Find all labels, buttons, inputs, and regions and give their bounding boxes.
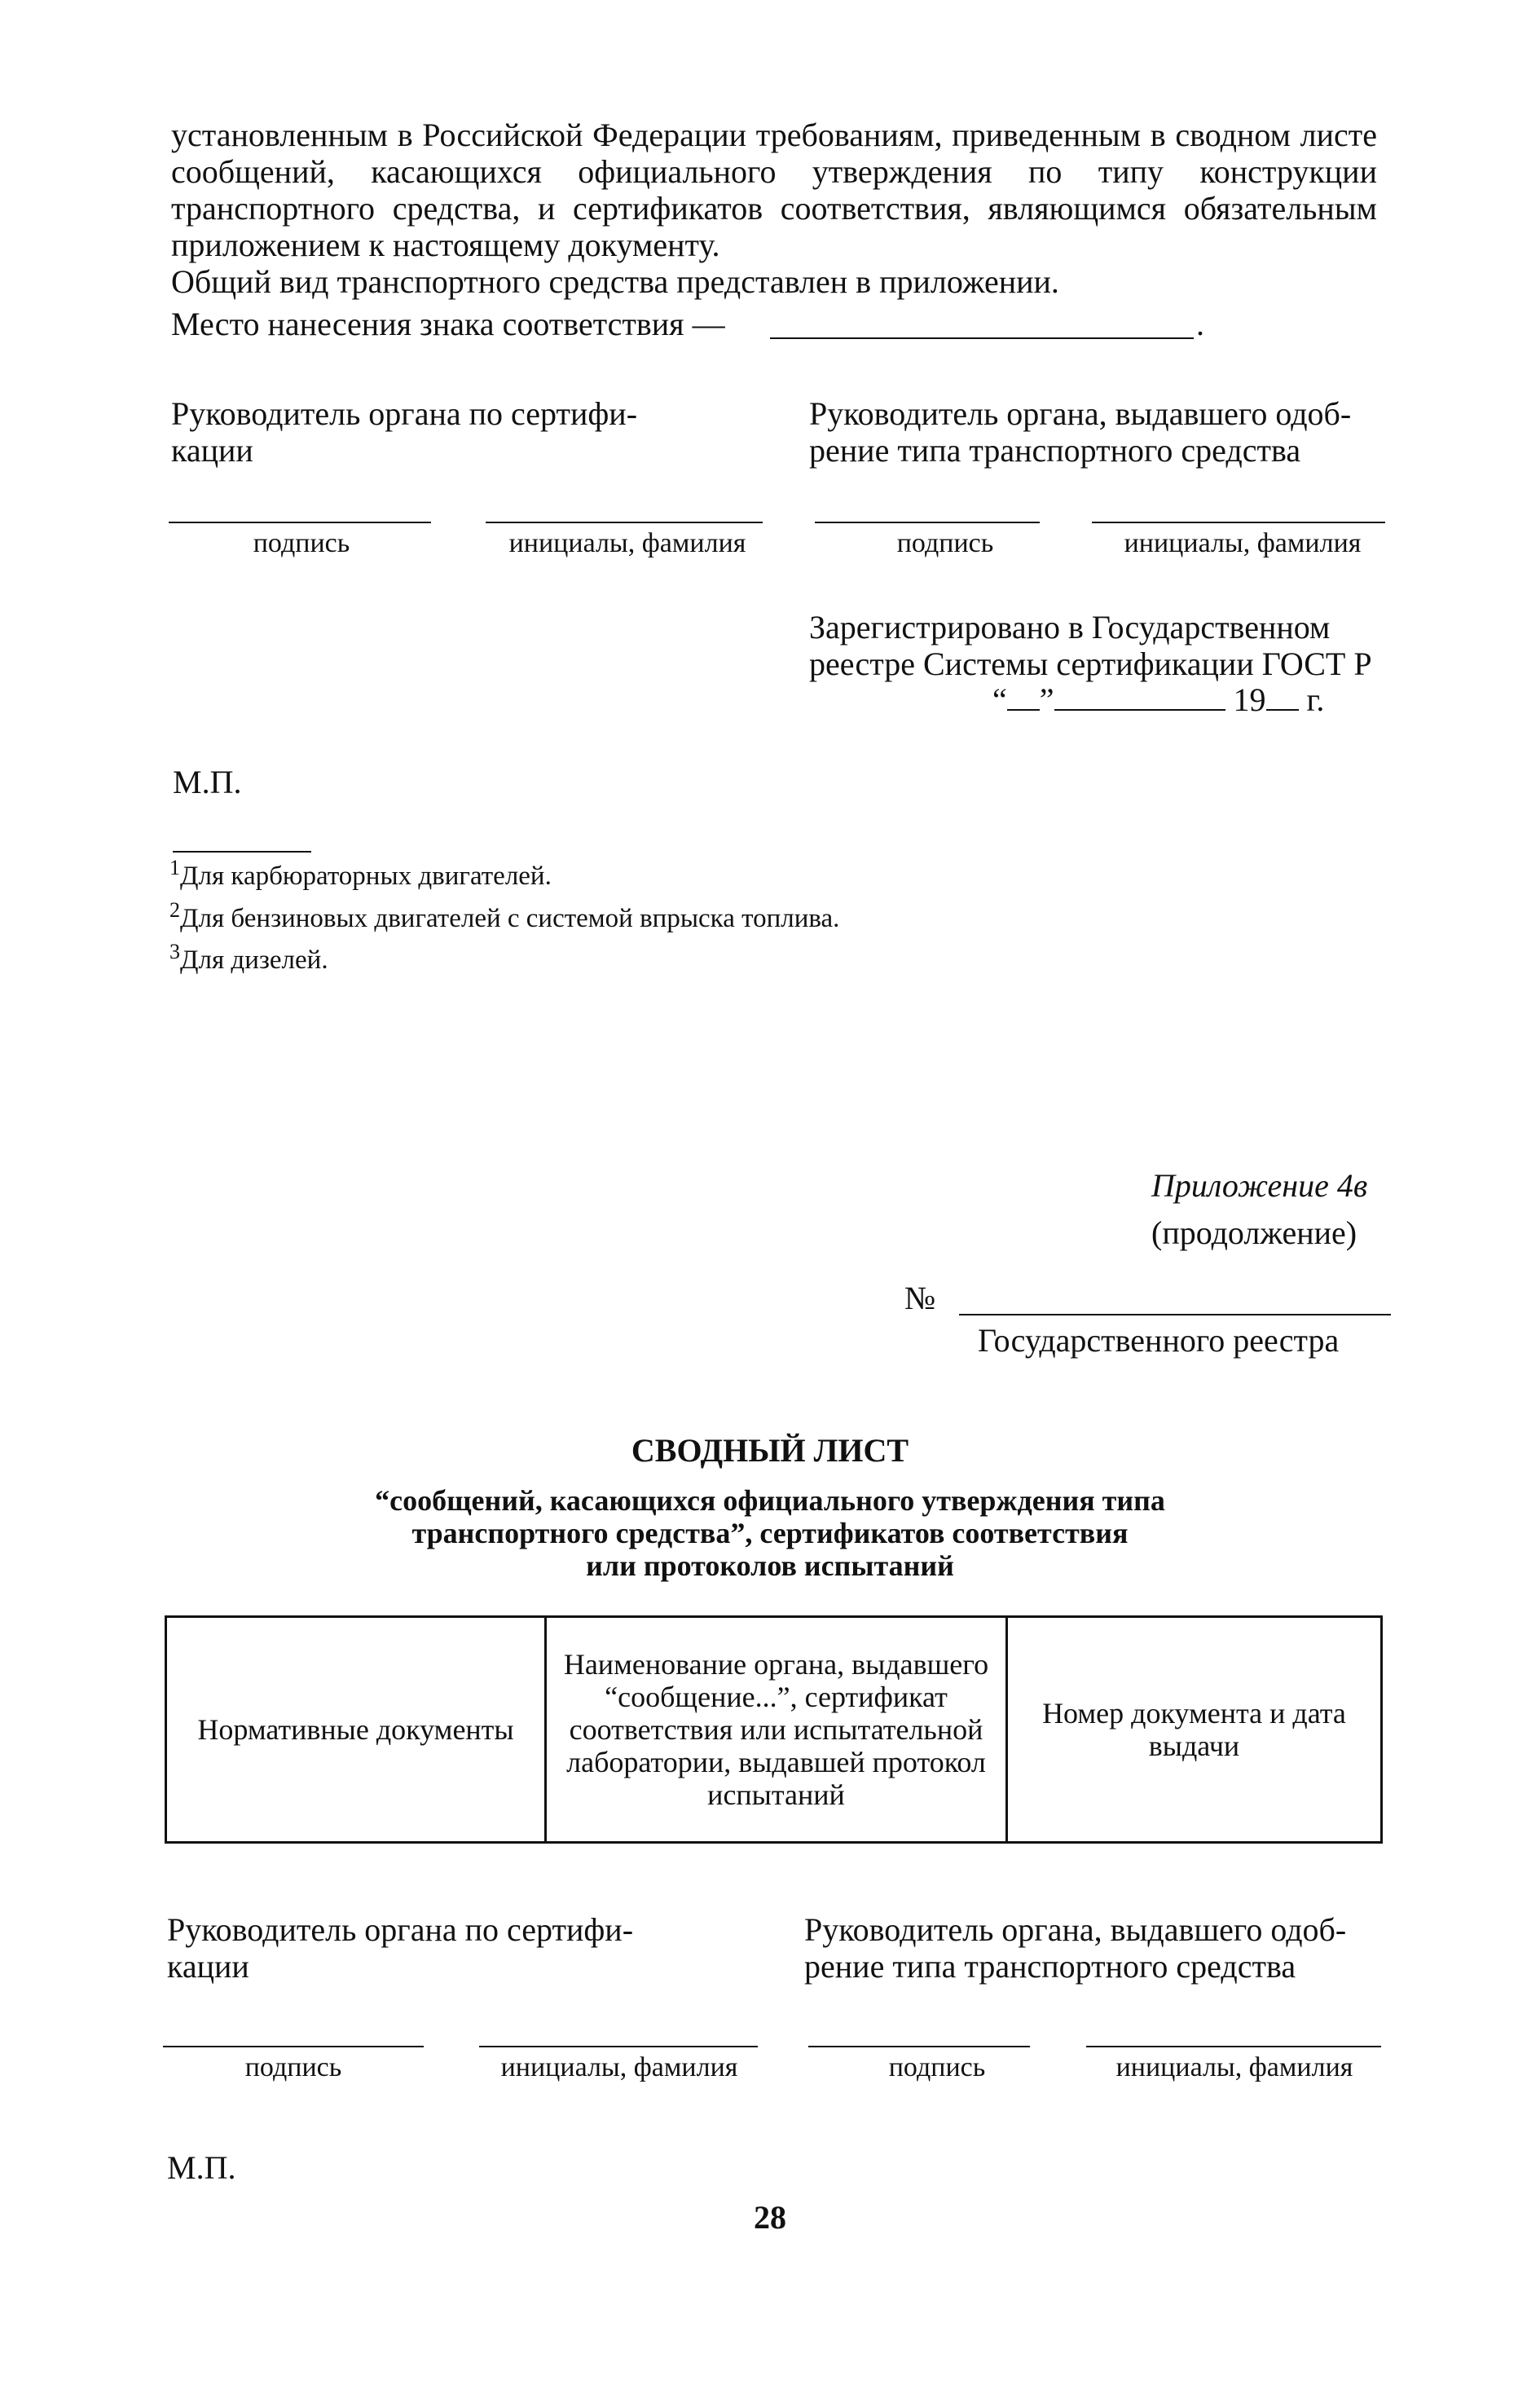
day-blank — [1007, 685, 1040, 711]
signature-line — [808, 2046, 1030, 2047]
appendix-title: Приложение 4в — [1151, 1167, 1368, 1204]
mark-place-period: . — [1196, 306, 1204, 342]
footnote-3: $^3$Для дизелей. — [169, 940, 328, 975]
summary-subheading-3: или протоколов испытаний — [586, 1549, 954, 1582]
initials-caption: инициалы, фамилия — [1115, 2052, 1353, 2082]
left-signatory-title: Руководитель органа по сертифи-кации — [171, 395, 638, 469]
stamp-place: М.П. — [173, 764, 242, 800]
table-row — [166, 1617, 1382, 1843]
mark-place-line — [770, 337, 1194, 339]
summary-table — [165, 1615, 1383, 1844]
page-number: 28 — [754, 2199, 786, 2236]
initials-line — [1092, 522, 1385, 523]
right-signatory-title-bottom: Руководитель органа, выдавшего одоб-рение типа транспортного средства — [804, 1911, 1347, 1985]
initials-caption: инициалы, фамилия — [500, 2052, 738, 2082]
signature-caption: подпись — [896, 528, 994, 558]
registration-line-1: Зарегистрировано в Государственном — [809, 609, 1331, 646]
signature-line — [169, 522, 431, 523]
intro-paragraph: установленным в Российской Федерации требованиям, приведенным в сводном листе сообщений, касающихся официального утверждения по типу конструкции транспортного средства, и сертификатов соответствия, являющимся обязательным приложением к настоящему документу. — [171, 117, 1377, 263]
footnote-separator — [173, 851, 311, 853]
registration-line-2: реестре Системы сертификации ГОСТ Р — [809, 646, 1372, 682]
summary-heading: СВОДНЫЙ ЛИСТ — [631, 1432, 909, 1469]
year-blank — [1266, 685, 1299, 711]
footnote-2: $^2$Для бензиновых двигателей с системой впрыска топлива. — [169, 898, 840, 933]
intro-mark-place: Место нанесения знака соответствия — — [171, 306, 725, 342]
column-header-normative: Нормативные документы — [166, 1617, 546, 1843]
intro-general-view: Общий вид транспортного средства представлен в приложении. — [171, 263, 1059, 300]
signature-caption: подпись — [244, 2052, 342, 2082]
column-header-document-number: Номер документа и дата выдачи — [1007, 1617, 1382, 1843]
signature-line — [163, 2046, 424, 2047]
summary-subheading-1: “сообщений, касающихся официального утверждения типа — [375, 1484, 1165, 1517]
footnote-1: $^1$Для карбюраторных двигателей. — [169, 856, 552, 891]
registration-date — [992, 681, 1324, 718]
initials-line — [1086, 2046, 1381, 2047]
initials-line — [486, 522, 763, 523]
registry-caption: Государственного реестра — [978, 1322, 1340, 1359]
registry-number-line — [959, 1314, 1391, 1315]
stamp-place-bottom: М.П. — [167, 2149, 236, 2186]
signature-caption: подпись — [253, 528, 350, 558]
date-suffix: г. — [1306, 681, 1325, 718]
appendix-continuation: (продолжение) — [1151, 1214, 1357, 1251]
right-signatory-title: Руководитель органа, выдавшего одоб-рение типа транспортного средства — [809, 395, 1352, 469]
column-header-issuer: Наименование органа, выдавшего “сообщение...”, сертификат соответствия или испытательной лаборатории, выдавшей протокол испытаний — [546, 1617, 1007, 1843]
signature-caption: подпись — [888, 2052, 986, 2082]
initials-caption: инициалы, фамилия — [1124, 528, 1362, 558]
month-blank — [1054, 685, 1225, 711]
initials-line — [479, 2046, 758, 2047]
summary-subheading-2: транспортного средства”, сертификатов соответствия — [411, 1517, 1129, 1549]
number-sign: № — [904, 1280, 936, 1316]
date-close-quote: ” — [1039, 681, 1054, 718]
date-year: 19 — [1233, 681, 1266, 718]
date-open-quote: “ — [992, 681, 1007, 718]
left-signatory-title-bottom: Руководитель органа по сертифи-кации — [167, 1911, 634, 1985]
signature-line — [815, 522, 1040, 523]
initials-caption: инициалы, фамилия — [508, 528, 746, 558]
